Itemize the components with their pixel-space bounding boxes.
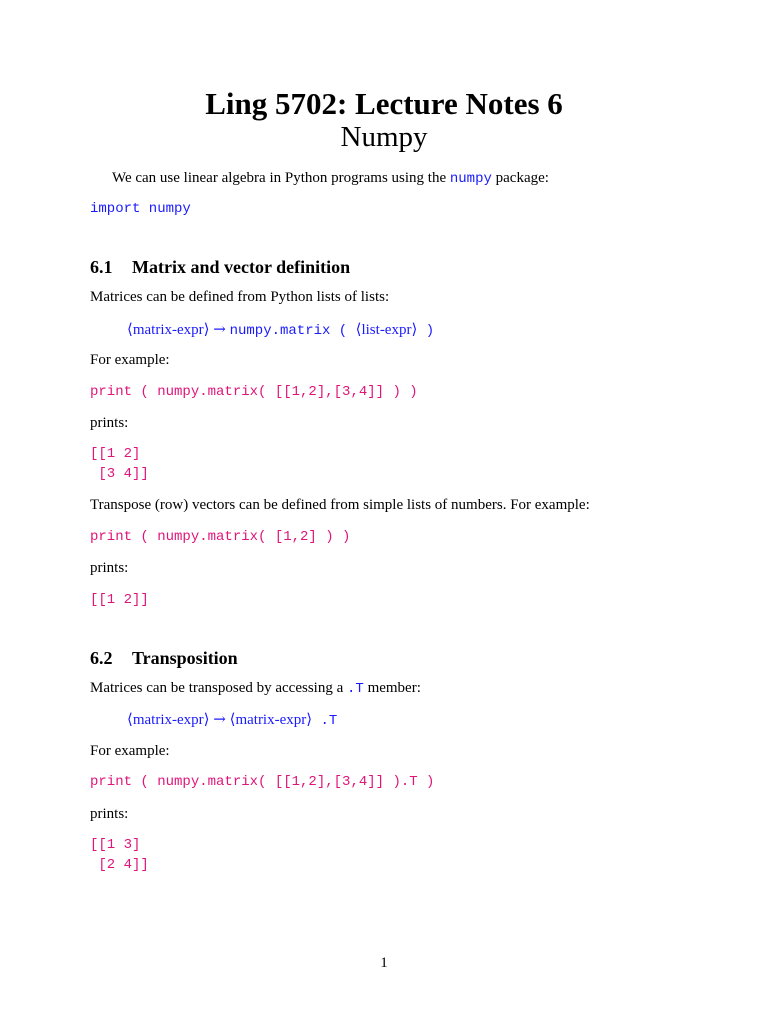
rule-lhs: ⟨matrix-expr⟩: [127, 712, 210, 728]
for-example-label: For example:: [90, 352, 170, 368]
prints-label: prints:: [90, 560, 129, 576]
rule-close: ): [417, 323, 435, 339]
output-transpose-line-2: [2 4]]: [90, 857, 149, 873]
prints-label: prints:: [90, 806, 129, 822]
code-print-transpose: print ( numpy.matrix( [[1,2],[3,4]] ).T ): [90, 774, 435, 790]
rule-arg: ⟨list-expr⟩: [355, 322, 418, 338]
import-code-line: import numpy: [90, 201, 191, 217]
rule-code: .T: [312, 713, 338, 729]
grammar-rule-transpose: [127, 710, 337, 730]
p1-text-before: Matrices can be transposed by accessing a: [90, 680, 347, 696]
section-title: Transposition: [132, 648, 238, 668]
rule-arrow: →: [213, 710, 226, 728]
output-vector: [[1 2]]: [90, 592, 149, 608]
page-number: 1: [380, 955, 388, 971]
p1-text-after: member:: [363, 680, 421, 696]
section1-paragraph-1: Matrices can be defined from Python lists of lists:: [90, 289, 390, 305]
code-print-matrix: print ( numpy.matrix( [[1,2],[3,4]] ) ): [90, 384, 418, 400]
rule-arrow: →: [213, 320, 226, 338]
output-matrix-line-1: [[1 2]: [90, 446, 141, 462]
page-title: Ling 5702: Lecture Notes 6: [205, 86, 563, 121]
rule-code: numpy.matrix (: [229, 323, 356, 339]
rule-rhs: ⟨matrix-expr⟩: [229, 712, 313, 728]
intro-text-before: We can use linear algebra in Python programs using the: [112, 170, 450, 186]
section2-paragraph-1: [90, 679, 421, 698]
section-heading-6-2: [90, 647, 238, 669]
section-number: 6.2: [90, 648, 113, 668]
prints-label: prints:: [90, 415, 129, 431]
grammar-rule-matrix-definition: [127, 320, 434, 340]
section1-paragraph-2: Transpose (row) vectors can be defined from simple lists of numbers. For example:: [90, 497, 590, 513]
code-print-vector: print ( numpy.matrix( [1,2] ) ): [90, 529, 351, 545]
intro-text-after: package:: [491, 170, 549, 186]
page-subtitle: Numpy: [340, 121, 428, 153]
p1-code-T: .T: [347, 681, 364, 697]
intro-paragraph: [112, 169, 549, 188]
section-heading-6-1: [90, 256, 350, 278]
output-transpose-line-1: [[1 3]: [90, 837, 141, 853]
intro-code-numpy: numpy: [449, 171, 492, 187]
output-matrix-line-2: [3 4]]: [90, 466, 149, 482]
section-title: Matrix and vector definition: [132, 257, 351, 277]
section-number: 6.1: [90, 257, 113, 277]
rule-lhs: ⟨matrix-expr⟩: [127, 322, 210, 338]
for-example-label: For example:: [90, 743, 170, 759]
